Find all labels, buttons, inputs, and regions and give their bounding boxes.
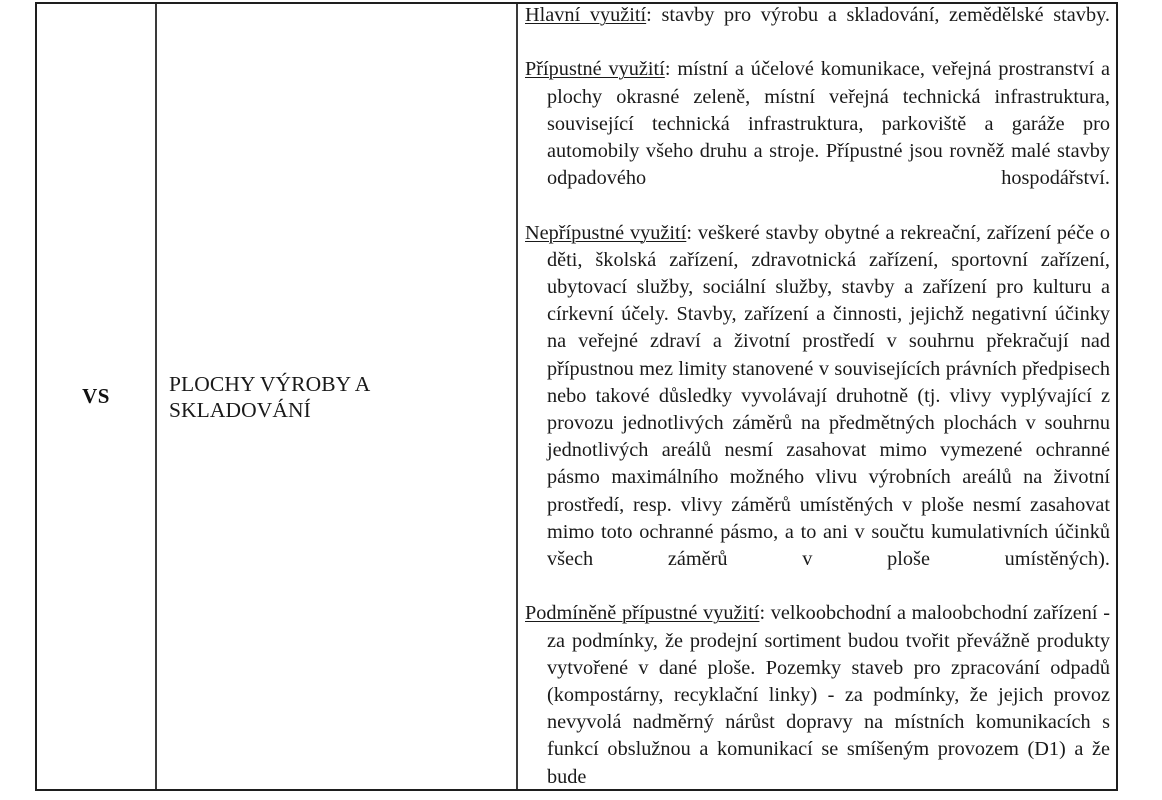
clause-pripustne-vyuziti xyxy=(525,56,1110,219)
clause-podminene-pripustne-vyuziti xyxy=(525,600,1110,789)
zoning-regulation-table xyxy=(35,2,1118,791)
clause-text-hlavni-vyuziti: stavby pro výrobu a skladování, zemědělské stavby. xyxy=(661,4,1110,26)
table-cell-category-name xyxy=(157,4,518,789)
clause-text-pripustne-vyuziti: místní a účelové komunikace, veřejná prostranství a plochy okrasné zeleně, místní veřejná technická infrastruktura, související technická infrastruktura, parkoviště a garáže pro automobily všeho druhu a stroje. Přípustné jsou rovněž malé stavby odpadového hospodářství. xyxy=(547,58,1110,190)
clause-separator: : xyxy=(759,602,771,625)
clause-nepripustne-vyuziti xyxy=(525,220,1110,601)
regulation-clause-list xyxy=(525,4,1110,789)
clause-separator: : xyxy=(664,58,678,81)
clause-label-pripustne-vyuziti: Přípustné využití xyxy=(525,58,665,81)
clause-separator: : xyxy=(686,221,698,244)
clause-label-nepripustne-vyuziti: Nepřípustné využití xyxy=(525,221,687,244)
clause-label-podminene-pripustne-vyuziti: Podmíněně přípustné využití xyxy=(525,602,760,625)
clause-hlavni-vyuziti xyxy=(525,4,1110,56)
clause-label-hlavni-vyuziti: Hlavní využití xyxy=(525,4,647,26)
table-cell-code xyxy=(37,4,157,789)
table-cell-regulations xyxy=(518,4,1116,789)
zone-category-name: PLOCHY VÝROBY A SKLADOVÁNÍ xyxy=(169,371,370,422)
clause-text-podminene-pripustne-vyuziti: velkoobchodní a maloobchodní zařízení - za podmínky, že prodejní sortiment budou tvořit převážně produkty vytvořené v dané ploše. Pozemky staveb pro zpracování odpadů (kompostárny, recyklační linky) - za podmínky, že jejich provoz nevyvolá nadměrný nárůst dopravy na místních komunikacích s funkcí obslužnou a komunikací se smíšeným provozem (D1) a že bude xyxy=(547,602,1110,788)
zone-code: VS xyxy=(82,384,110,408)
clause-text-nepripustne-vyuziti: veškeré stavby obytné a rekreační, zařízení péče o děti, školská zařízení, zdravotnická zařízení, sportovní zařízení, ubytovací služby, sociální služby, stavby a zařízení pro kulturu a církevní účely. Stavby, zařízení a činnosti, jejichž negativní účinky na veřejné zdraví a životní prostředí v souhrnu překračují nad přípustnou mez limity stanovené v souvisejících právních předpisech nebo takové důsledky vyvolávají druhotně (tj. vlivy vyplývající z provozu jednotlivých záměrů na předmětných plochách v souhrnu jednotlivých areálů nesmí zasahovat mimo vymezené ochranné pásmo maximálního možného vlivu výrobních areálů na životní prostředí, resp. vlivy záměrů umístěných v ploše nesmí zasahovat mimo toto ochranné pásmo, a to ani v součtu kumulativních účinků všech záměrů v ploše umístěných). xyxy=(547,221,1110,571)
clause-separator: : xyxy=(646,4,662,26)
